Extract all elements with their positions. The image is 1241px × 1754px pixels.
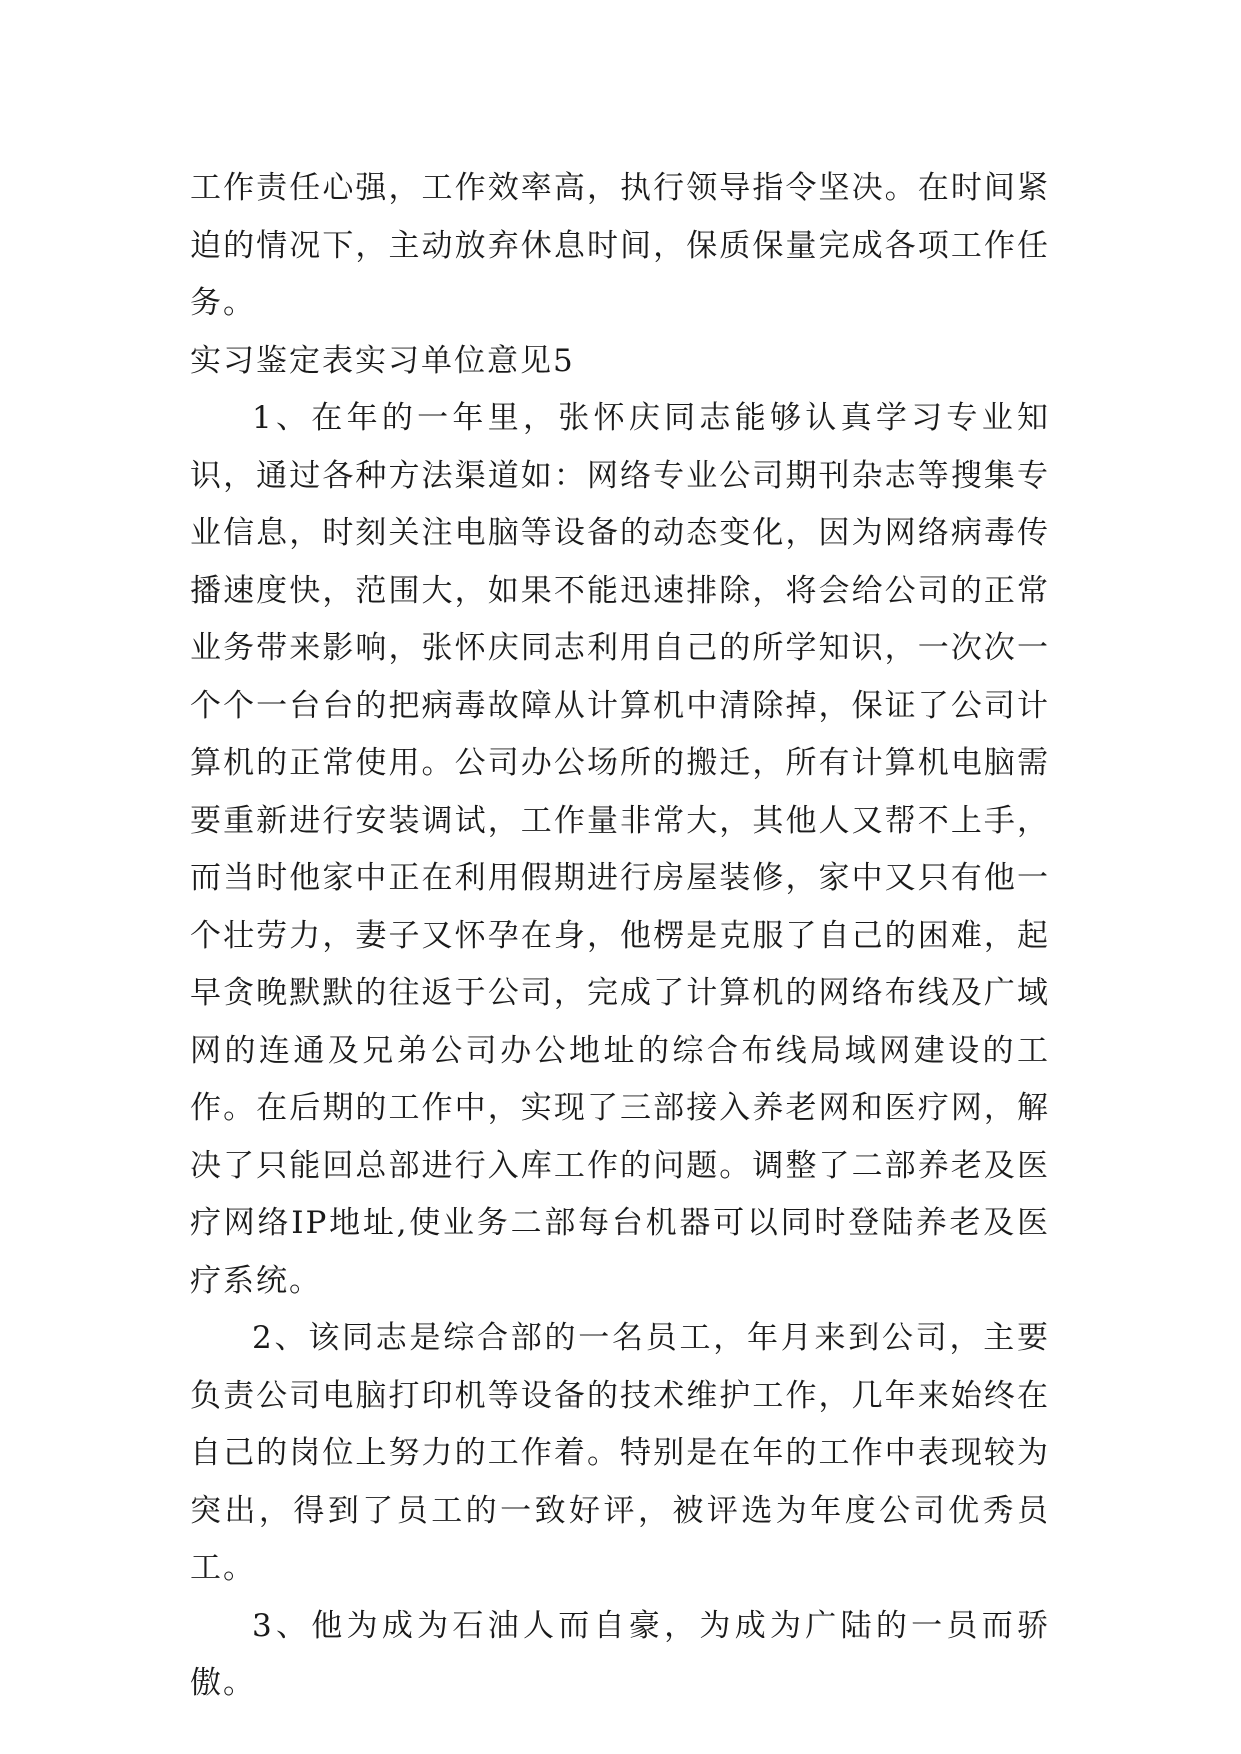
section-heading: 实习鉴定表实习单位意见5 [190,342,575,379]
paragraph-continued: 工作责任心强，工作效率高，执行领导指令坚决。在时间紧迫的情况下，主动放弃休息时间，保质保量完成各项工作任务。 [190,170,1050,321]
paragraph-item-2: 2、该同志是综合部的一名员工，年月来到公司，主要负责公司电脑打印机等设备的技术维护工作，几年来始终在自己的岗位上努力的工作着。特别是在年的工作中表现较为突出，得到了员工的一致好评，被评选为年度公司优秀员工。 [190,1320,1050,1586]
document-body [190,160,1050,1713]
paragraph-item-3: 3、他为成为石油人而自豪，为成为广陆的一员而骄傲。 [190,1607,1050,1701]
paragraph-item-1: 1、在年的一年里，张怀庆同志能够认真学习专业知识，通过各种方法渠道如：网络专业公司期刊杂志等搜集专业信息，时刻关注电脑等设备的动态变化，因为网络病毒传播速度快，范围大，如果不能迅速排除，将会给公司的正常业务带来影响，张怀庆同志利用自己的所学知识，一次次一个个一台台的把病毒故障从计算机中清除掉，保证了公司计算机的正常使用。公司办公场所的搬迁，所有计算机电脑需要重新进行安装调试，工作量非常大，其他人又帮不上手，而当时他家中正在利用假期进行房屋装修，家中又只有他一个壮劳力，妻子又怀孕在身，他楞是克服了自己的困难，起早贪晚默默的往返于公司，完成了计算机的网络布线及广域网的连通及兄弟公司办公地址的综合布线局域网建设的工作。在后期的工作中，实现了三部接入养老网和医疗网，解决了只能回总部进行入库工作的问题。调整了二部养老及医疗网络IP地址,使业务二部每台机器可以同时登陆养老及医疗系统。 [190,400,1050,1299]
